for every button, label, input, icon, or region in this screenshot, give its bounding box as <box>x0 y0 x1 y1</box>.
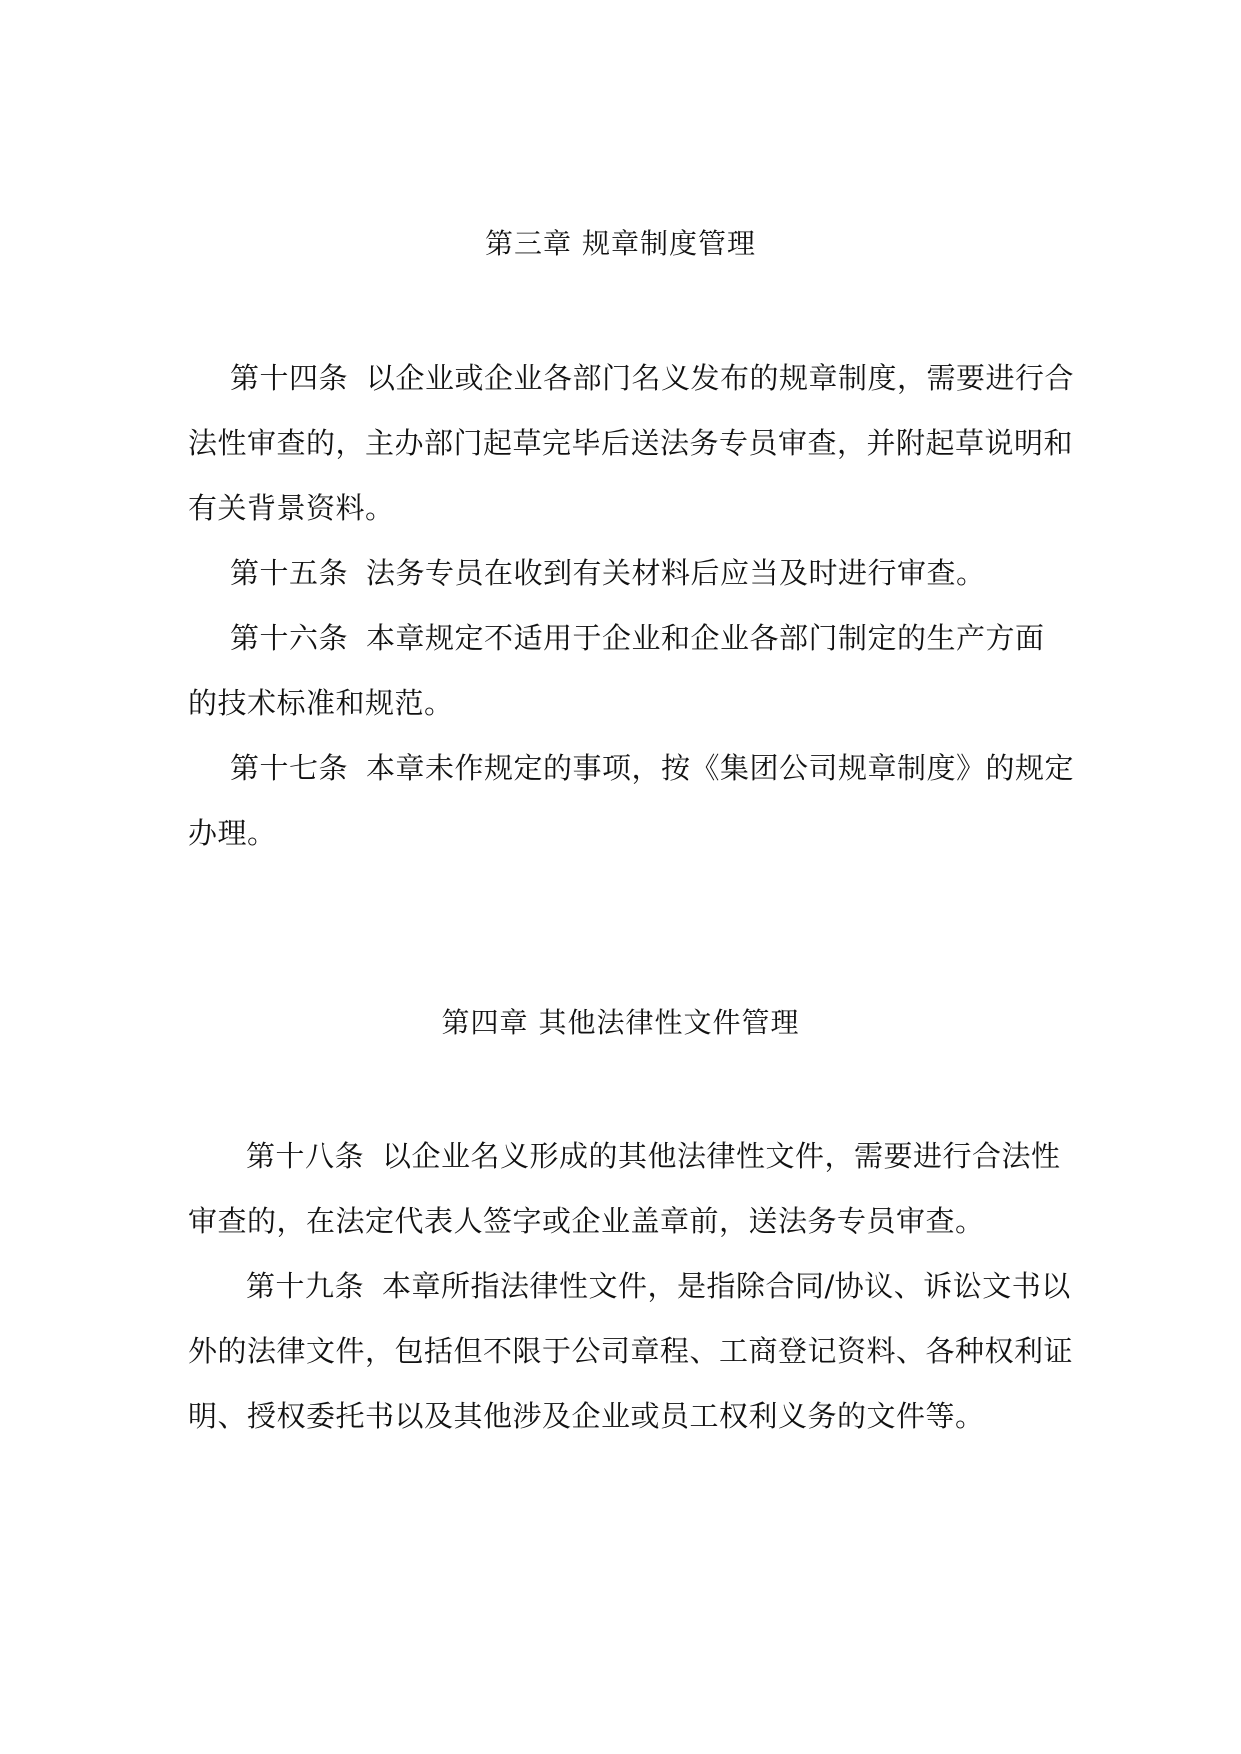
article-19-line-3: 明、授权委托书以及其他涉及企业或员工权利义务的文件等。 <box>188 1399 985 1433</box>
article-19-line-1 <box>246 1268 1071 1304</box>
article-19-text-1: 本章所指法律性文件，是指除合同/协议、诉讼文书以 <box>382 1269 1071 1303</box>
chapter-title-3: 第三章 规章制度管理 <box>485 227 756 260</box>
article-16-line-2: 的技术标准和规范。 <box>188 686 454 720</box>
chapter-title-4: 第四章 其他法律性文件管理 <box>441 1006 800 1039</box>
article-17-line-1 <box>230 750 1074 786</box>
article-17-text-1: 本章未作规定的事项，按《集团公司规章制度》的规定 <box>366 751 1075 785</box>
article-17-line-2: 办理。 <box>188 816 277 850</box>
article-14-line-2: 法性审查的，主办部门起草完毕后送法务专员审查，并附起草说明和 <box>188 426 1074 460</box>
article-number-18: 第十八条 <box>246 1139 365 1173</box>
article-19-line-2: 外的法律文件，包括但不限于公司章程、工商登记资料、各种权利证 <box>188 1334 1074 1368</box>
article-18-text-1: 以企业名义形成的其他法律性文件，需要进行合法性 <box>382 1139 1061 1173</box>
article-16-line-1 <box>230 620 1045 656</box>
article-18-line-1 <box>246 1138 1061 1174</box>
article-number-19: 第十九条 <box>246 1269 365 1303</box>
article-18-line-2: 审查的，在法定代表人签字或企业盖章前，送法务专员审查。 <box>188 1204 985 1238</box>
article-15-text-1: 法务专员在收到有关材料后应当及时进行审查。 <box>366 556 986 590</box>
article-number-15: 第十五条 <box>230 556 349 590</box>
article-number-17: 第十七条 <box>230 751 349 785</box>
article-14-line-1 <box>230 360 1074 396</box>
article-15-line-1 <box>230 555 986 591</box>
article-14-line-3: 有关背景资料。 <box>188 491 395 525</box>
article-number-14: 第十四条 <box>230 361 349 395</box>
article-16-text-1: 本章规定不适用于企业和企业各部门制定的生产方面 <box>366 621 1045 655</box>
article-14-text-1: 以企业或企业各部门名义发布的规章制度，需要进行合 <box>366 361 1075 395</box>
article-number-16: 第十六条 <box>230 621 349 655</box>
